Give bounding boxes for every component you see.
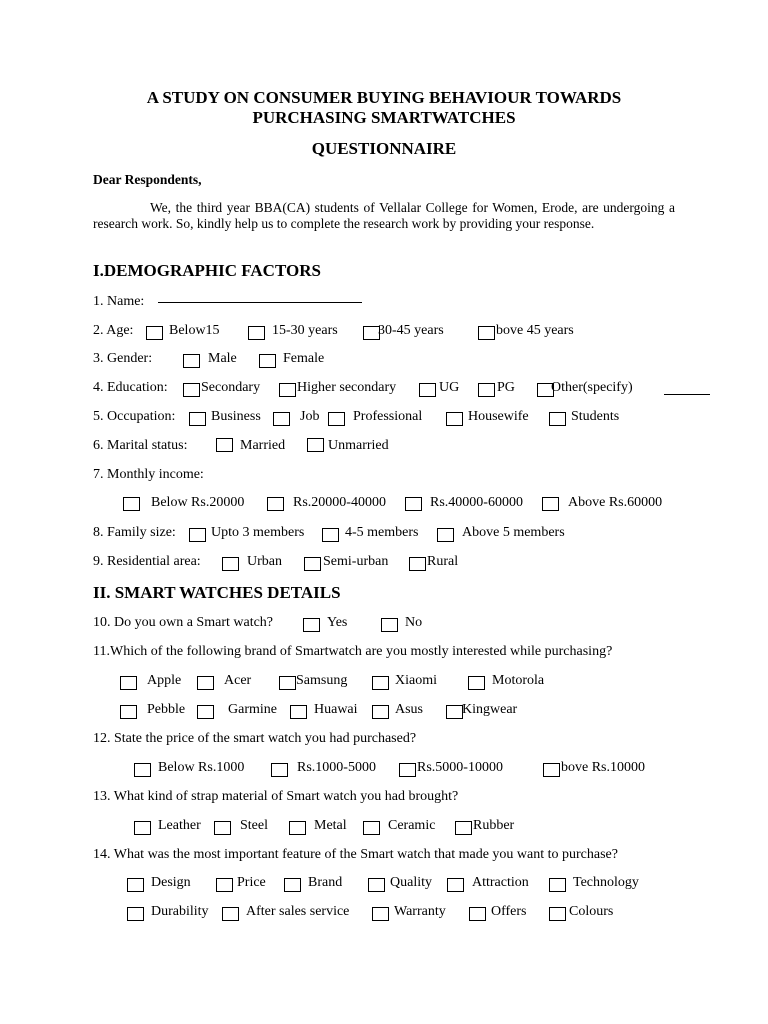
q9-label: 9. Residential area: bbox=[93, 554, 201, 569]
brand-opt: Xiaomi bbox=[395, 673, 437, 688]
occ-job-checkbox[interactable] bbox=[273, 412, 290, 426]
family-opt: Upto 3 members bbox=[211, 525, 305, 540]
area-opt: Rural bbox=[427, 554, 459, 569]
marital-opt: Unmarried bbox=[328, 438, 389, 453]
feature-opt: Technology bbox=[573, 875, 639, 890]
occ-professional-checkbox[interactable] bbox=[328, 412, 345, 426]
area-opt: Urban bbox=[247, 554, 282, 569]
price-below1000-checkbox[interactable] bbox=[134, 763, 151, 777]
strap-rubber-checkbox[interactable] bbox=[455, 821, 472, 835]
occ-opt: Professional bbox=[353, 409, 423, 424]
occ-housewife-checkbox[interactable] bbox=[446, 412, 463, 426]
q1-label: 1. Name: bbox=[93, 294, 145, 309]
q11-label: 11.Which of the following brand of Smartwatch are you mostly interested while purchasing? bbox=[93, 644, 613, 659]
q10-label: 10. Do you own a Smart watch? bbox=[93, 615, 274, 630]
own-no-checkbox[interactable] bbox=[381, 618, 398, 632]
edu-higher-secondary-checkbox[interactable] bbox=[279, 383, 296, 397]
marital-married-checkbox[interactable] bbox=[216, 438, 233, 452]
family-above5-checkbox[interactable] bbox=[437, 528, 454, 542]
marital-opt: Married bbox=[240, 438, 286, 453]
feature-design-checkbox[interactable] bbox=[127, 878, 144, 892]
marital-unmarried-checkbox[interactable] bbox=[307, 438, 324, 452]
brand-asus-checkbox[interactable] bbox=[372, 705, 389, 719]
gender-opt: Female bbox=[283, 351, 325, 366]
edu-ug-checkbox[interactable] bbox=[419, 383, 436, 397]
q8-label: 8. Family size: bbox=[93, 525, 176, 540]
edu-opt: PG bbox=[497, 380, 515, 395]
feature-opt: Durability bbox=[151, 904, 209, 919]
brand-huawai-checkbox[interactable] bbox=[290, 705, 307, 719]
brand-opt: Asus bbox=[395, 702, 424, 717]
salutation: Dear Respondents, bbox=[93, 172, 202, 187]
own-opt: Yes bbox=[327, 615, 348, 630]
family-4-5-checkbox[interactable] bbox=[322, 528, 339, 542]
strap-opt: Rubber bbox=[473, 818, 515, 833]
area-semi-urban-checkbox[interactable] bbox=[304, 557, 321, 571]
income-above60000-checkbox[interactable] bbox=[542, 497, 559, 511]
intro-paragraph: We, the third year BBA(CA) students of Vellalar College for Women, Erode, are undergoing a research work. So, kindly help us to complete the research work by providing your response. bbox=[93, 200, 675, 231]
brand-opt: Kingwear bbox=[462, 702, 518, 717]
feature-attraction-checkbox[interactable] bbox=[447, 878, 464, 892]
brand-opt: Motorola bbox=[492, 673, 545, 688]
family-upto3-checkbox[interactable] bbox=[189, 528, 206, 542]
q3-label: 3. Gender: bbox=[93, 351, 153, 366]
family-opt: Above 5 members bbox=[462, 525, 565, 540]
occ-opt: Housewife bbox=[468, 409, 529, 424]
price-opt: Below Rs.1000 bbox=[158, 760, 245, 775]
feature-opt: Brand bbox=[308, 875, 343, 890]
area-opt: Semi-urban bbox=[323, 554, 389, 569]
name-field[interactable] bbox=[158, 302, 362, 303]
feature-colours-checkbox[interactable] bbox=[549, 907, 566, 921]
strap-leather-checkbox[interactable] bbox=[134, 821, 151, 835]
gender-opt: Male bbox=[208, 351, 237, 366]
q13-label: 13. What kind of strap material of Smart watch you had brought? bbox=[93, 789, 459, 804]
q12-label: 12. State the price of the smart watch you had purchased? bbox=[93, 731, 417, 746]
occ-opt: Students bbox=[571, 409, 620, 424]
strap-opt: Leather bbox=[158, 818, 201, 833]
price-opt: Rs.5000-10000 bbox=[417, 760, 503, 775]
edu-other-field[interactable] bbox=[664, 394, 710, 395]
income-below20000-checkbox[interactable] bbox=[123, 497, 140, 511]
feature-offers-checkbox[interactable] bbox=[469, 907, 486, 921]
gender-male-checkbox[interactable] bbox=[183, 354, 200, 368]
strap-metal-checkbox[interactable] bbox=[289, 821, 306, 835]
feature-opt: Quality bbox=[390, 875, 432, 890]
section-demographic-heading: I.DEMOGRAPHIC FACTORS bbox=[93, 261, 321, 280]
age-15-30-checkbox[interactable] bbox=[248, 326, 265, 340]
strap-opt: Ceramic bbox=[388, 818, 436, 833]
q6-label: 6. Marital status: bbox=[93, 438, 188, 453]
occ-opt: Job bbox=[300, 409, 320, 424]
brand-opt: Garmine bbox=[228, 702, 277, 717]
subtitle: QUESTIONNAIRE bbox=[311, 139, 457, 158]
q2-label: 2. Age: bbox=[93, 323, 134, 338]
feature-technology-checkbox[interactable] bbox=[549, 878, 566, 892]
strap-steel-checkbox[interactable] bbox=[214, 821, 231, 835]
income-20000-40000-checkbox[interactable] bbox=[267, 497, 284, 511]
brand-opt: Apple bbox=[147, 673, 182, 688]
feature-durability-checkbox[interactable] bbox=[127, 907, 144, 921]
feature-quality-checkbox[interactable] bbox=[368, 878, 385, 892]
age-opt: bove 45 years bbox=[496, 323, 574, 338]
feature-warranty-checkbox[interactable] bbox=[372, 907, 389, 921]
occ-opt: Business bbox=[211, 409, 261, 424]
age-above45-checkbox[interactable] bbox=[478, 326, 495, 340]
brand-apple-checkbox[interactable] bbox=[120, 676, 137, 690]
price-above10000-checkbox[interactable] bbox=[543, 763, 560, 777]
brand-xiaomi-checkbox[interactable] bbox=[372, 676, 389, 690]
brand-pebble-checkbox[interactable] bbox=[120, 705, 137, 719]
q5-label: 5. Occupation: bbox=[93, 409, 176, 424]
price-opt: Rs.1000-5000 bbox=[297, 760, 376, 775]
brand-opt: Samsung bbox=[296, 673, 348, 688]
q7-label: 7. Monthly income: bbox=[93, 467, 204, 482]
feature-opt: Price bbox=[237, 875, 266, 890]
edu-pg-checkbox[interactable] bbox=[478, 383, 495, 397]
section-smartwatch-heading: II. SMART WATCHES DETAILS bbox=[93, 583, 341, 602]
area-rural-checkbox[interactable] bbox=[409, 557, 426, 571]
feature-price-checkbox[interactable] bbox=[216, 878, 233, 892]
brand-opt: Pebble bbox=[147, 702, 186, 717]
brand-kingwear-checkbox[interactable] bbox=[446, 705, 463, 719]
price-opt: bove Rs.10000 bbox=[561, 760, 645, 775]
feature-after-sales-checkbox[interactable] bbox=[222, 907, 239, 921]
income-40000-60000-checkbox[interactable] bbox=[405, 497, 422, 511]
brand-samsung-checkbox[interactable] bbox=[279, 676, 296, 690]
income-opt: Rs.20000-40000 bbox=[293, 495, 386, 510]
strap-opt: Steel bbox=[240, 818, 268, 833]
own-yes-checkbox[interactable] bbox=[303, 618, 320, 632]
age-opt: Below15 bbox=[169, 323, 220, 338]
brand-garmine-checkbox[interactable] bbox=[197, 705, 214, 719]
feature-opt: Warranty bbox=[394, 904, 446, 919]
occ-students-checkbox[interactable] bbox=[549, 412, 566, 426]
brand-acer-checkbox[interactable] bbox=[197, 676, 214, 690]
feature-opt: Design bbox=[151, 875, 191, 890]
age-opt: 30-45 years bbox=[378, 323, 444, 338]
q14-label: 14. What was the most important feature of the Smart watch that made you want to purchase? bbox=[93, 847, 618, 862]
feature-opt: Offers bbox=[491, 904, 527, 919]
brand-opt: Acer bbox=[224, 673, 252, 688]
age-opt: 15-30 years bbox=[272, 323, 338, 338]
feature-brand-checkbox[interactable] bbox=[284, 878, 301, 892]
edu-opt: Other(specify) bbox=[551, 380, 633, 395]
q4-label: 4. Education: bbox=[93, 380, 168, 395]
income-opt: Rs.40000-60000 bbox=[430, 495, 523, 510]
area-urban-checkbox[interactable] bbox=[222, 557, 239, 571]
income-opt: Above Rs.60000 bbox=[568, 495, 663, 510]
edu-opt: UG bbox=[439, 380, 460, 395]
feature-opt: Colours bbox=[569, 904, 614, 919]
brand-opt: Huawai bbox=[314, 702, 358, 717]
age-below15-checkbox[interactable] bbox=[146, 326, 163, 340]
price-1000-5000-checkbox[interactable] bbox=[271, 763, 288, 777]
edu-opt: Secondary bbox=[201, 380, 261, 395]
title-line-1: A STUDY ON CONSUMER BUYING BEHAVIOUR TOWARDS bbox=[146, 88, 622, 107]
gender-female-checkbox[interactable] bbox=[259, 354, 276, 368]
feature-opt: After sales service bbox=[246, 904, 350, 919]
occ-business-checkbox[interactable] bbox=[189, 412, 206, 426]
feature-opt: Attraction bbox=[472, 875, 529, 890]
strap-ceramic-checkbox[interactable] bbox=[363, 821, 380, 835]
family-opt: 4-5 members bbox=[345, 525, 419, 540]
own-opt: No bbox=[405, 615, 423, 630]
brand-motorola-checkbox[interactable] bbox=[468, 676, 485, 690]
income-opt: Below Rs.20000 bbox=[151, 495, 245, 510]
price-5000-10000-checkbox[interactable] bbox=[399, 763, 416, 777]
edu-secondary-checkbox[interactable] bbox=[183, 383, 200, 397]
title-line-2: PURCHASING SMARTWATCHES bbox=[252, 108, 516, 127]
edu-opt: Higher secondary bbox=[297, 380, 397, 395]
strap-opt: Metal bbox=[314, 818, 347, 833]
